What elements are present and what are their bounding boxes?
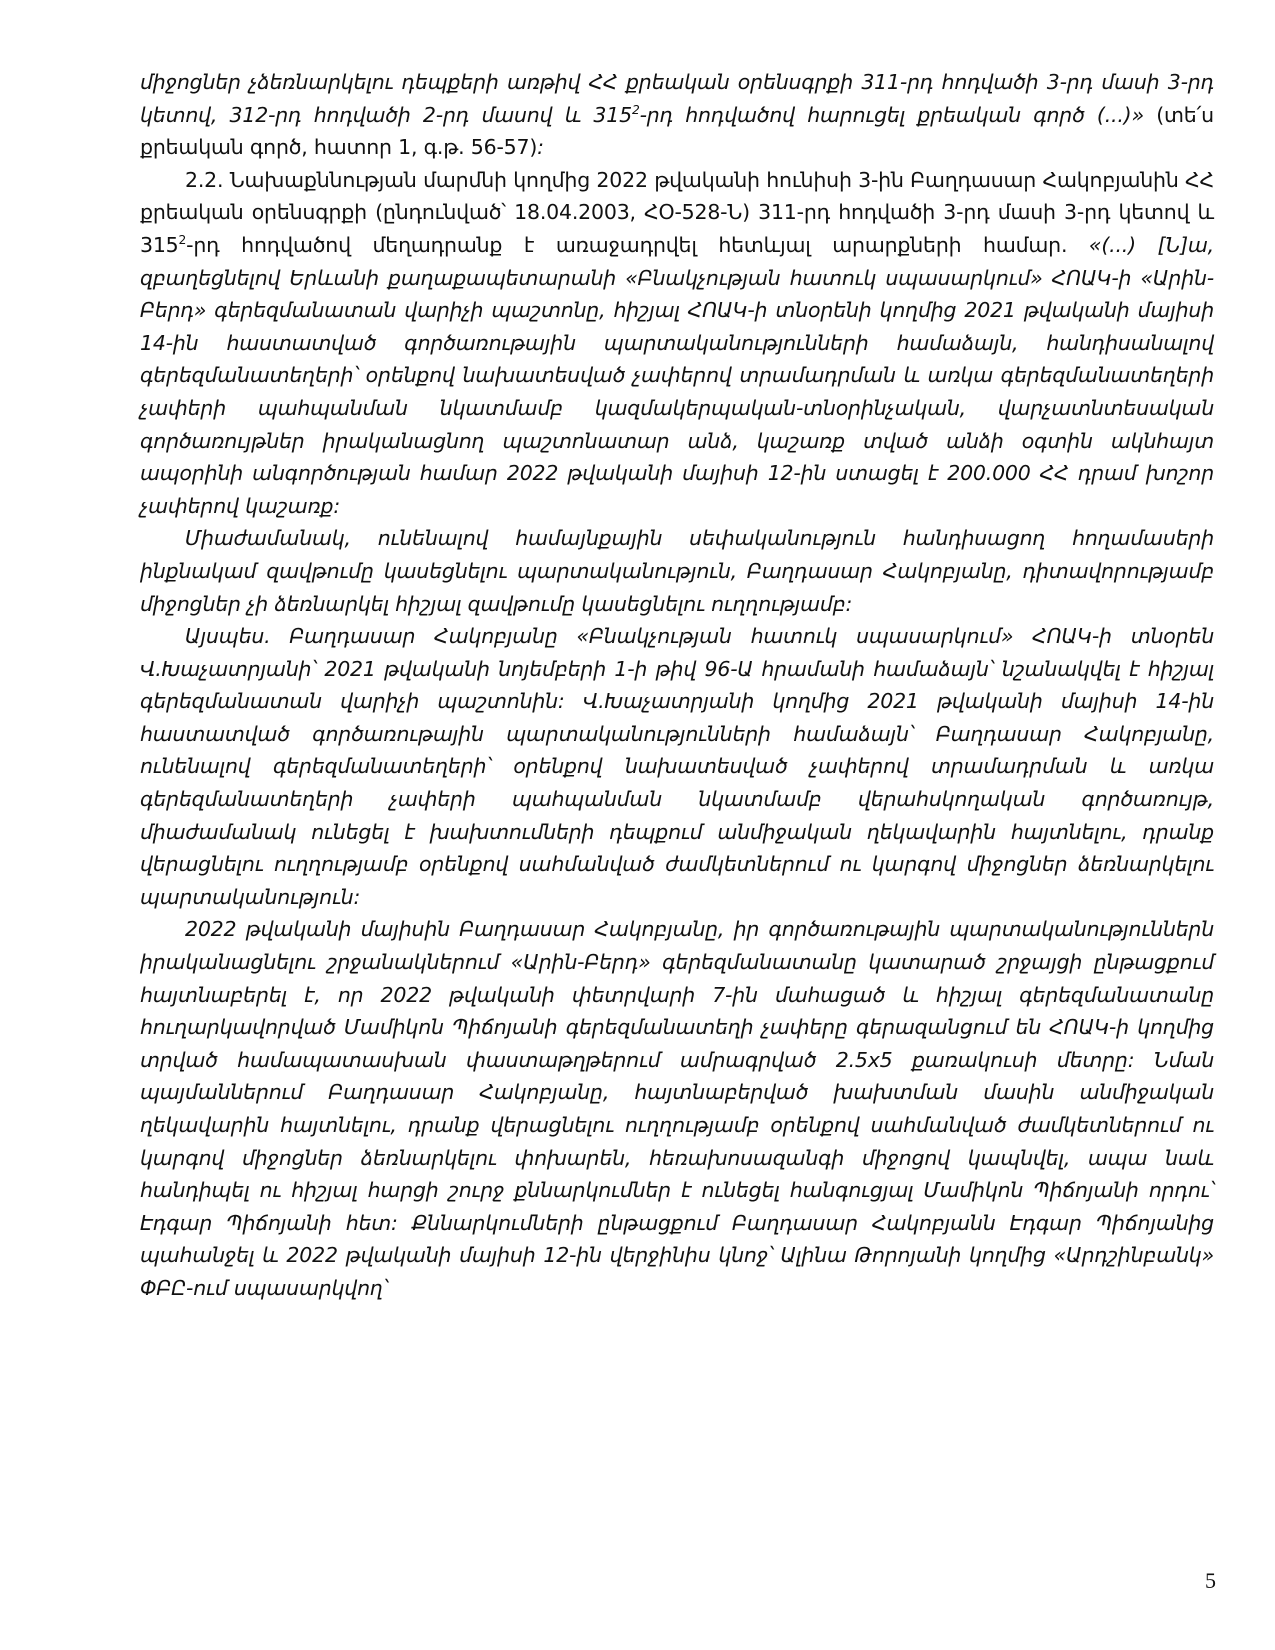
superscript: 2 [631, 102, 640, 117]
text-run: Միաժամանակ, ունենալով համայնքային սեփականություն հանդիսացող հողամասերի ինքնակամ զավթումը կասեցնելու պարտականություն, Բաղդասար Հակոբյանը, դիտավորությամբ միջոցներ չի ձեռնարկել հիշյալ զավթումը կասեցնելու ուղղությամբ: [140, 526, 1214, 616]
page-number: 5 [1205, 1568, 1216, 1593]
text-run: : [537, 135, 544, 160]
text-run: 2022 թվականի մայիսին Բաղդասար Հակոբյանը, իր գործառութային պարտականություններն իրականացնելու շրջանակներում «Արին-Բերդ» գերեզմանատանը կատարած շրջայցի ընթացքում հայտնաբերել է, որ 2022 թվականի փետրվարի 7-ին մահացած և հիշյալ գերեզմանատանը հուղարկավորված Մամիկոն Պիճոյանի գերեզմանատեղի չափերը գերազանցում են ՀՈԱԿ-ի կողմից տրված համապատասխան փաստաթղթերում ամրագրված 2.5x5 քառակուսի մետրը: Նման պայմաններում Բաղդասար Հակոբյանը, հայտնաբերված խախտման մասին անմիջական ղեկավարին հայտնելու, դրանք վերացնելու ուղղությամբ օրենքով սահմանված ժամկետներում ու կարգով միջոցներ ձեռնարկելու փոխարեն, հեռախոսազանգի միջոցով կապնվել, ապա նաև հանդիպել ու հիշյալ հարցի շուրջ քննարկումներ է ունեցել հանգուցյալ Մամիկոն Պիճոյանի որդու՝ Էդգար Պիճոյանի հետ: Քննարկումների ընթացքում Բաղդասար Հակոբյանն Էդգար Պիճոյանից պահանջել և 2022 թվականի մայիսի 12-ին վերջինիս կնոջ՝ Ալինա Թորոյանի կողմից «Արդշինբանկ» ՓԲԸ-ում սպասարկվող՝ [140, 917, 1214, 1300]
document-body [140, 66, 1214, 1305]
superscript: 2 [178, 233, 187, 248]
text-run: -րդ հոդվածով մեղադրանք է առաջադրվել հետևյալ արարքների համար. [186, 232, 1089, 257]
text-run: (տե՛ս քրեական գործ, հատոր 1, գ.թ. 56-57) [140, 102, 1214, 160]
text-run: Այսպես. Բաղդասար Հակոբյանը «Բնակչության հատուկ սպասարկում» ՀՈԱԿ-ի տնօրեն Վ.Խաչատրյանի՝ 2021 թվականի նոյեմբերի 1-ի թիվ 96-Ա հրամանի համաձայն՝ նշանակվել է հիշյալ գերեզմանատան վարիչի պաշտոնին: Վ.Խաչատրյանի կողմից 2021 թվականի մայիսի 14-ին հաստատված գործառութային պարտականությունների համաձայն՝ Բաղդասար Հակոբյանը, ունենալով գերեզմանատեղերի՝ օրենքով նախատեսված չափերով տրամադրման և առկա գերեզմանատեղերի չափերի պահպանման նկատմամբ վերահսկողական գործառույթ, միաժամանակ ունեցել է խախտումների դեպքում անմիջական ղեկավարին հայտնելու, դրանք վերացնելու ուղղությամբ օրենքով սահմանված ժամկետներում ու կարգով միջոցներ ձեռնարկելու պարտականություն: [140, 624, 1214, 909]
paragraph-2-2 [140, 164, 1214, 523]
paragraph-meanwhile [140, 522, 1214, 620]
text-run: -րդ հոդվածով հարուցել քրեական գործ (...)» [639, 102, 1144, 127]
text-run: 2.2. Նախաքննության մարմնի կողմից 2022 թվականի հունիսի 3-ին Բաղդասար Հակոբյանին ՀՀ քրեական օրենսգրքի (ընդունված՝ 18.04.2003, ՀՕ-528-Ն) 311-րդ հոդվածի 3-րդ մասի 3-րդ կետով և 315 [140, 167, 1214, 257]
paragraph-may-2022 [140, 913, 1214, 1304]
text-run: միջոցներ չձեռնարկելու դեպքերի առթիվ ՀՀ քրեական օրենսգրքի 311-րդ հոդվածի 3-րդ մասի 3-րդ կետով, 312-րդ հոդվածի 2-րդ մասով և 315 [140, 70, 1214, 127]
paragraph-thus [140, 620, 1214, 913]
paragraph-quote-continuation [140, 66, 1214, 164]
text-run: «(...) [Ն]ա, զբաղեցնելով Երևանի քաղաքապետարանի «Բնակչության հատուկ սպասարկում» ՀՈԱԿ-ի «Արին-Բերդ» գերեզմանատան վարիչի պաշտոնը, հիշյալ ՀՈԱԿ-ի տնօրենի կողմից 2021 թվականի մայիսի 14-ին հաստատված գործառութային պարտականությունների համաձայն, հանդիսանալով գերեզմանատեղերի՝ օրենքով նախատեսված չափերով տրամադրման և առկա գերեզմանատեղերի չափերի պահպանման նկատմամբ կազմակերպական-տնօրինչական, վարչատնտեսական գործառույթներ իրականացնող պաշտոնատար անձ, կաշառք տված անձի օգտին ակնհայտ ապօրինի անգործության համար 2022 թվականի մայիսի 12-ին ստացել է 200.000 ՀՀ դրամ խոշոր չափերով կաշառք: [140, 232, 1214, 518]
